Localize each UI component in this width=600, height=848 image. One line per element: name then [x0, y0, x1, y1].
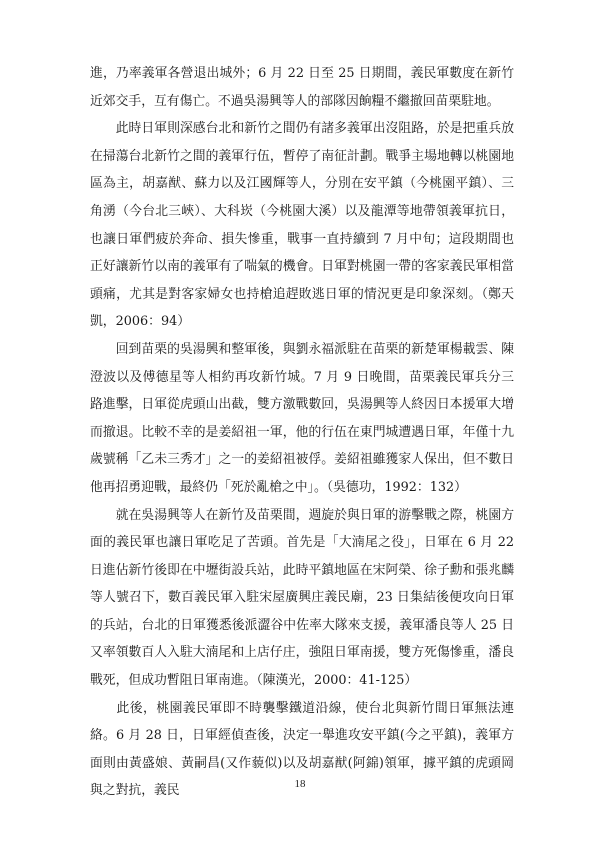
paragraph-4: 就在吳湯興等人在新竹及苗栗間，週旋於與日軍的游擊戰之際，桃園方面的義民軍也讓日軍吃足了苦頭。首先是「大湳尾之役」，日軍在 6 月 22 日進佔新竹後即在中壢街設兵站，此時平鎮地區在宋阿榮、徐子勳和張兆麟等人號召下，數百義民軍入駐宋屋廣興庄義民廟，23 日集結後便攻向日軍的兵站，台北的日軍獲悉後派澀谷中佐率大隊來支援，義軍潘良等人 25 日又率領數百人入駐大湳尾和上店仔庄，強阻日軍南援，雙方死傷慘重，潘良戰死，但成功暫阻日軍南進。（陳漢光，2000：41-125）	[90, 507, 519, 689]
paragraph-3: 回到苗栗的吳湯興和整軍後，與劉永福派駐在苗栗的新楚軍楊載雲、陳澄波以及傅德星等人相約再攻新竹城。7 月 9 日晚間，苗栗義民軍兵分三路進擊，日軍從虎頭山出截，雙方激戰數回，吳湯興等人終因日本援軍大增而撤退。比較不幸的是姜紹祖一軍，他的行伍在東門城遭遇日軍，年僅十九歲號稱「乙未三秀才」之一的姜紹祖被俘。姜紹祖雖獲家人保出，但不數日他再招勇迎戰，最終仍「死於亂槍之中」。（吳德功，1992：132）	[90, 341, 514, 495]
paragraph-5: 此後，桃園義民軍即不時襲擊鐵道沿線，使台北與新竹間日軍無法連絡。6 月 28 日，日軍經偵查後，決定一舉進攻安平鎮(今之平鎮)，義軍方面則由黃盛娘、黃嗣昌(又作藐似)以及胡嘉猷(阿錦)領軍，據平鎮的虎頭岡與之對抗，義民	[90, 700, 514, 799]
body-text	[90, 60, 519, 805]
page-number: 18	[294, 778, 306, 790]
paragraph-1: 進，乃率義軍各營退出城外；6 月 22 日至 25 日期間，義民軍數度在新竹近郊交手，互有傷亡。不過吳湯興等人的部隊因餉糧不繼撤回苗栗駐地。	[90, 66, 514, 109]
paragraph-2: 此時日軍則深感台北和新竹之間仍有諸多義軍出沒阻路，於是把重兵放在掃蕩台北新竹之間的義軍行伍，暫停了南征計劃。戰爭主場地轉以桃園地區為主，胡嘉猷、蘇力以及江國輝等人，分別在安平鎮（今桃園平鎮）、三角湧（今台北三峽）、大科崁（今桃園大溪）以及龍潭等地帶領義軍抗日，也讓日軍們疲於奔命、損失慘重，戰事一直持續到 7 月中旬；這段期間也正好讓新竹以南的義軍有了喘氣的機會。日軍對桃園一帶的客家義民軍相當頭痛，尤其是對客家婦女也持槍追趕敗逃日軍的情況更是印象深刻。（鄭天凱，2006：94）	[90, 121, 514, 330]
